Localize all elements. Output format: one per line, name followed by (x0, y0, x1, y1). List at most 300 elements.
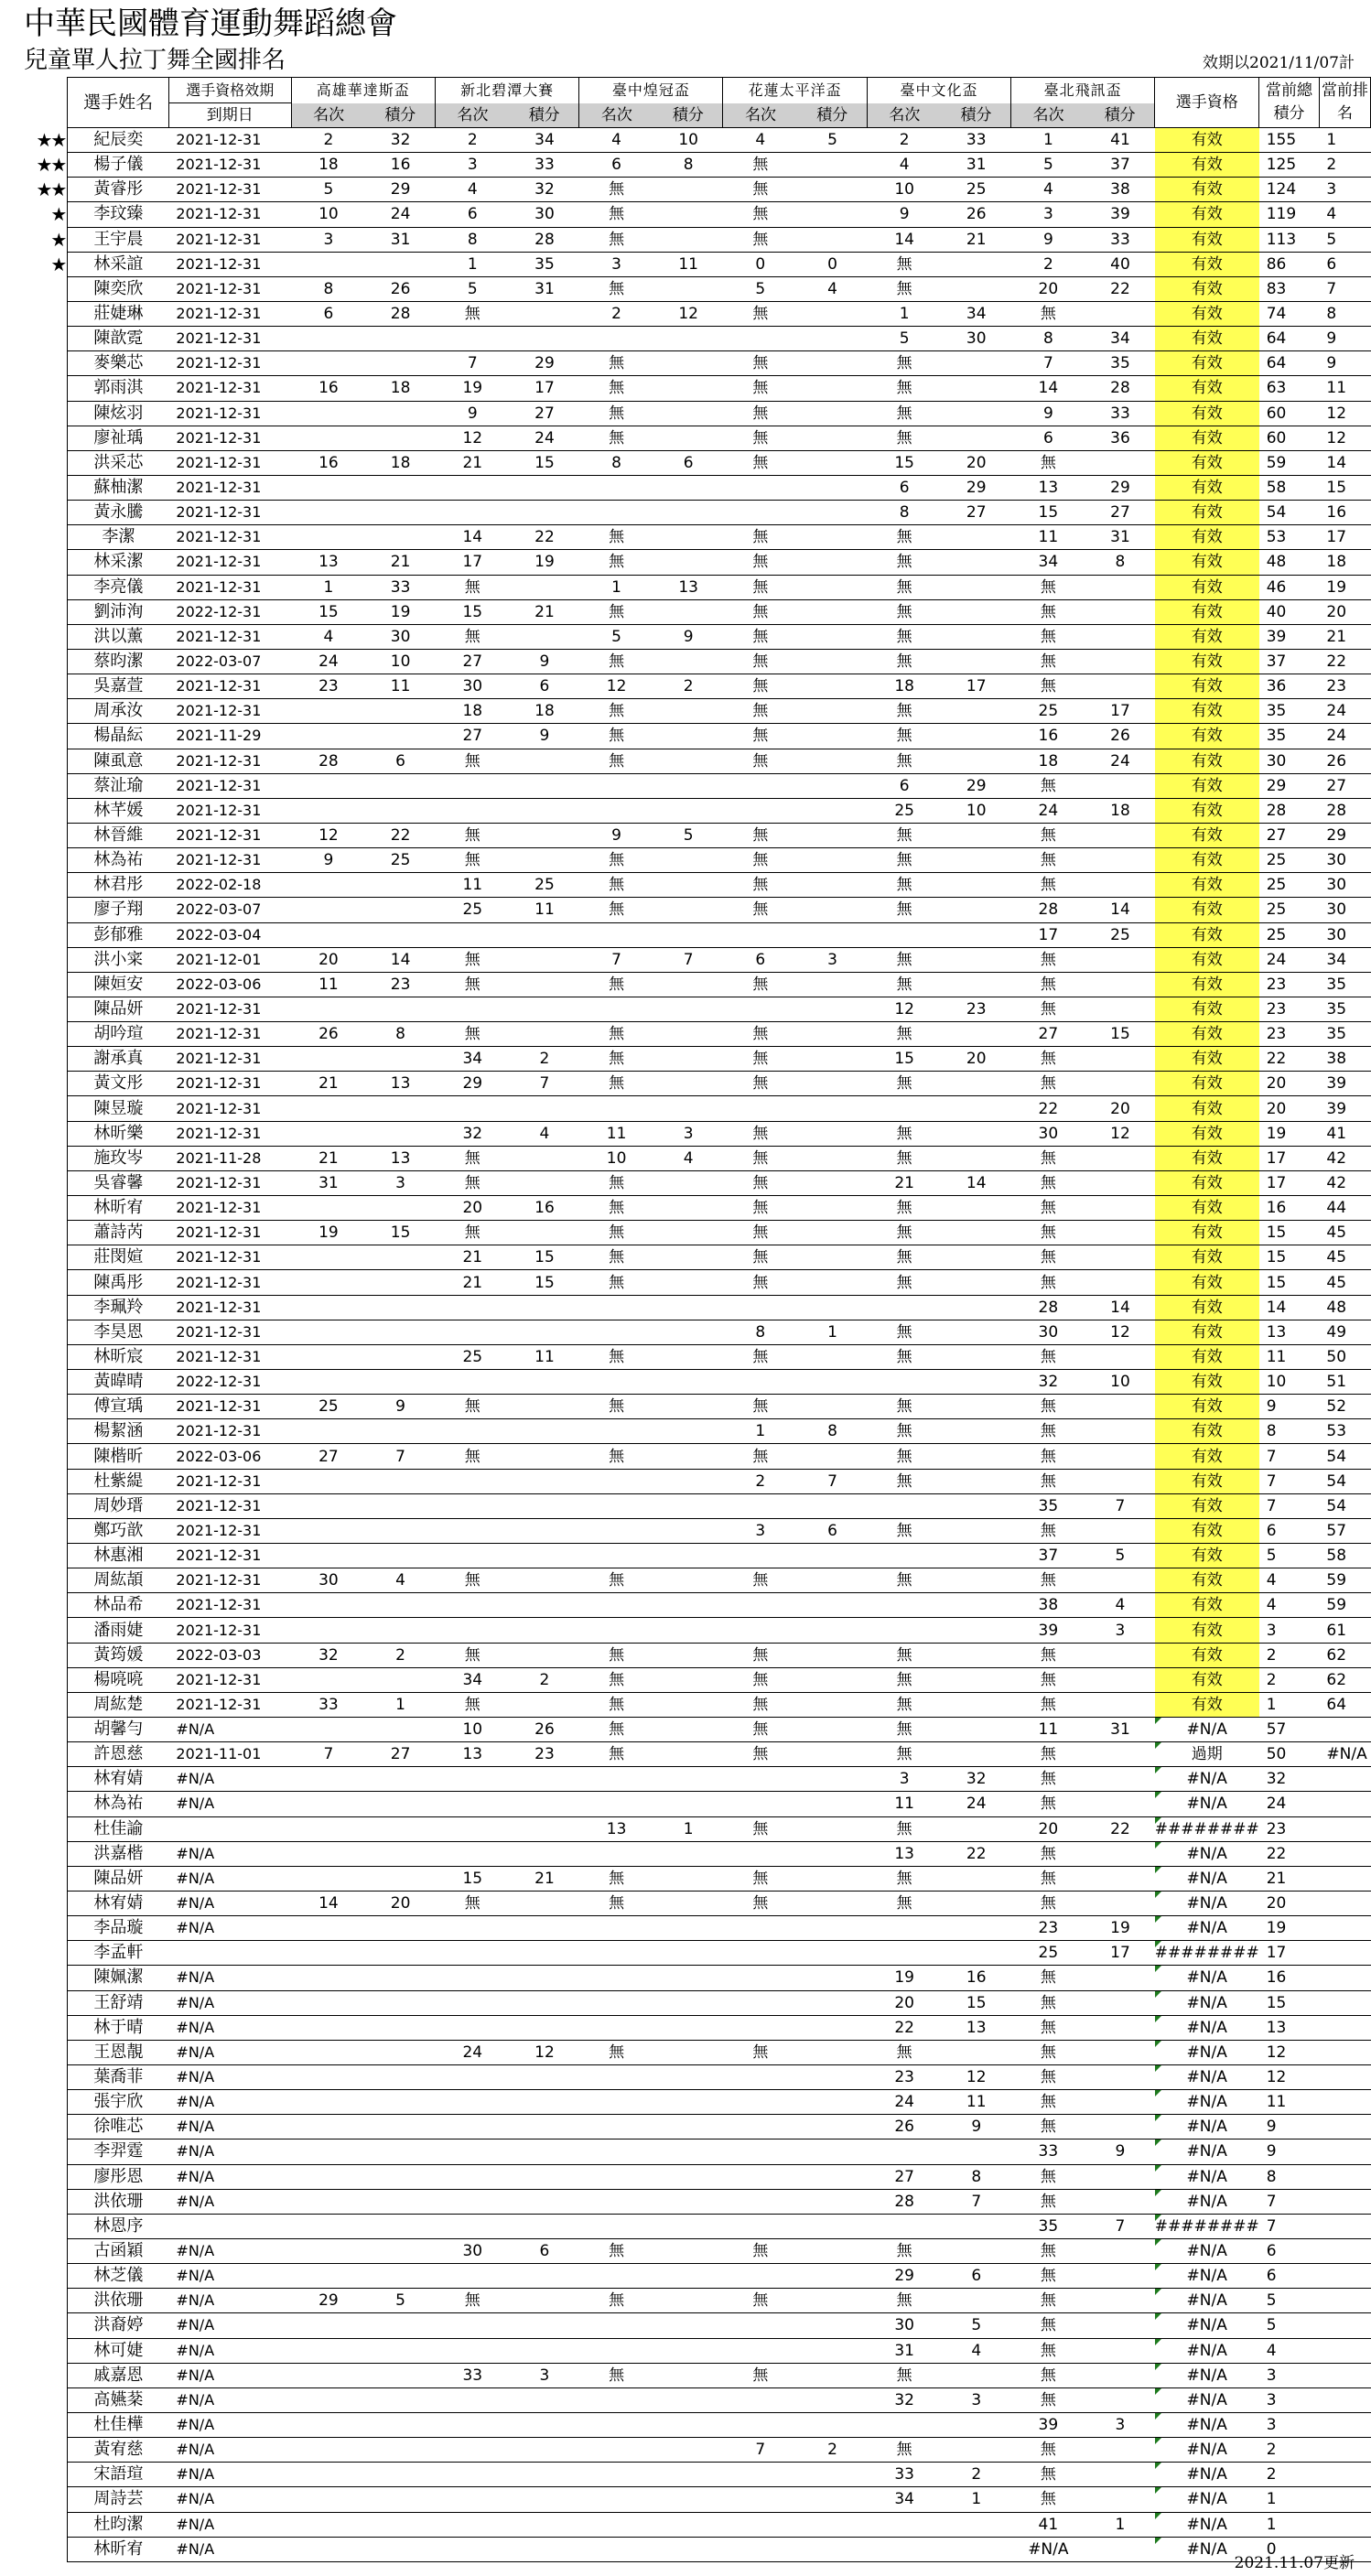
event5-points (942, 1444, 1011, 1469)
eligibility-status: 有效 (1155, 376, 1259, 401)
total-points: 46 (1259, 575, 1320, 599)
star-rating (20, 2090, 68, 2115)
player-name: 李玟臻 (68, 202, 169, 227)
event2-rank (435, 1469, 510, 1493)
event3-points (653, 1916, 723, 1941)
table-row (20, 624, 1371, 649)
current-rank (1319, 2512, 1370, 2537)
event1-rank (291, 2189, 366, 2214)
event1-rank: 9 (291, 848, 366, 873)
event1-rank (291, 2537, 366, 2561)
star-rating (20, 1593, 68, 1618)
event2-rank (435, 1518, 510, 1543)
event1-points (366, 1493, 436, 1518)
event5-points (942, 848, 1011, 873)
event1-points (366, 1916, 436, 1941)
event6-rank: 39 (1011, 2412, 1086, 2437)
event5-rank (867, 1370, 942, 1395)
event6-points: 7 (1085, 1493, 1155, 1518)
event5-rank: 29 (867, 2264, 942, 2289)
star-rating (20, 1816, 68, 1841)
event1-points (366, 2115, 436, 2139)
event1-rank (291, 2238, 366, 2263)
event1-rank: 3 (291, 227, 366, 252)
event6-rank: 無 (1011, 1221, 1086, 1245)
player-name: 傅宣瑀 (68, 1395, 169, 1419)
star-rating (20, 873, 68, 898)
event4-points (798, 2512, 868, 2537)
event3-points (653, 1767, 723, 1792)
event4-rank: 0 (723, 252, 798, 276)
event5-rank: 9 (867, 202, 942, 227)
event5-rank: 無 (867, 2363, 942, 2387)
event3-points (653, 426, 723, 450)
event6-points: 22 (1085, 1816, 1155, 1841)
event1-points: 23 (366, 972, 436, 997)
table-row (20, 2487, 1371, 2512)
event6-rank: 無 (1011, 1792, 1086, 1816)
event3-points (653, 1643, 723, 1667)
event3-points (653, 1493, 723, 1518)
event1-rank (291, 798, 366, 823)
total-points: 57 (1259, 1718, 1320, 1742)
total-points: 25 (1259, 922, 1320, 947)
expiry-date: 2021-12-31 (168, 1618, 291, 1643)
star-rating: ★★ (36, 178, 66, 201)
current-rank: 7 (1319, 276, 1370, 301)
expiry-date: #N/A (168, 2387, 291, 2412)
event4-points: 7 (798, 1469, 868, 1493)
event3-rank: 無 (579, 178, 654, 202)
table-row (20, 153, 1371, 178)
eligibility-status: 有效 (1155, 1344, 1259, 1369)
eligibility-status: 有效 (1155, 450, 1259, 475)
table-row (20, 2115, 1371, 2139)
table-row (20, 1916, 1371, 1941)
event1-rank (291, 1667, 366, 1692)
event3-rank (579, 2412, 654, 2437)
event1-rank (291, 2040, 366, 2064)
event4-points (798, 1395, 868, 1419)
eligibility-status: #N/A (1155, 1841, 1259, 1866)
star-rating (20, 1245, 68, 1270)
event2-rank: 4 (435, 178, 510, 202)
event1-points (366, 2064, 436, 2089)
event6-points: 29 (1085, 475, 1155, 500)
current-rank: 3 (1319, 178, 1370, 202)
event1-rank: 19 (291, 1221, 366, 1245)
current-rank (1319, 1718, 1370, 1742)
event6-points (1085, 1047, 1155, 1072)
event-rank-subheader: 名次 (867, 103, 942, 128)
event2-points (510, 1841, 579, 1866)
event6-points (1085, 972, 1155, 997)
event4-rank (723, 1841, 798, 1866)
player-name: 杜昀潔 (68, 2512, 169, 2537)
star-rating (20, 2338, 68, 2363)
total-points: 2 (1259, 1643, 1320, 1667)
current-rank: 17 (1319, 525, 1370, 550)
event3-points: 8 (653, 153, 723, 178)
eligibility-status: ######## (1155, 2214, 1259, 2238)
event1-rank (291, 1816, 366, 1841)
event3-rank: 無 (579, 848, 654, 873)
event4-points (798, 525, 868, 550)
event2-points (510, 2338, 579, 2363)
event6-points: 40 (1085, 252, 1155, 276)
event3-points (653, 1866, 723, 1891)
star-rating: ★★ (36, 154, 66, 177)
eligibility-status: 有效 (1155, 550, 1259, 575)
eligibility-status: 有效 (1155, 1469, 1259, 1493)
event3-rank: 13 (579, 1816, 654, 1841)
event1-rank (291, 2412, 366, 2437)
event6-rank: 6 (1011, 426, 1086, 450)
event6-rank: 無 (1011, 301, 1086, 326)
event1-points (366, 426, 436, 450)
event6-rank: 22 (1011, 1096, 1086, 1121)
expiry-date: 2021-12-31 (168, 1096, 291, 1121)
star-rating (20, 2064, 68, 2089)
expiry-date: #N/A (168, 2164, 291, 2189)
event4-rank: 無 (723, 972, 798, 997)
table-row (20, 2313, 1371, 2338)
event4-rank: 無 (723, 426, 798, 450)
event5-points: 21 (942, 227, 1011, 252)
current-rank: 30 (1319, 873, 1370, 898)
event6-rank: #N/A (1011, 2537, 1086, 2561)
event4-points (798, 1990, 868, 2015)
expiry-date: #N/A (168, 1841, 291, 1866)
event6-rank: 無 (1011, 2164, 1086, 2189)
event3-points (653, 1245, 723, 1270)
event5-points (942, 575, 1011, 599)
expiry-date: #N/A (168, 2115, 291, 2139)
player-name: 古函穎 (68, 2238, 169, 2263)
event1-points: 15 (366, 1221, 436, 1245)
event6-points: 18 (1085, 798, 1155, 823)
current-rank: 42 (1319, 1170, 1370, 1195)
event3-points (653, 2313, 723, 2338)
star-rating (20, 301, 68, 326)
event2-points: 4 (510, 1121, 579, 1146)
table-row (20, 848, 1371, 873)
event4-rank: 無 (723, 1816, 798, 1841)
event6-rank: 無 (1011, 1469, 1086, 1493)
eligibility-status: 有效 (1155, 351, 1259, 376)
star-rating (20, 997, 68, 1021)
event5-points (942, 624, 1011, 649)
event1-points (366, 1047, 436, 1072)
star-rating (20, 848, 68, 873)
event6-points: 3 (1085, 2412, 1155, 2437)
current-rank (1319, 2015, 1370, 2040)
event3-rank: 無 (579, 2238, 654, 2263)
event2-rank: 8 (435, 227, 510, 252)
table-row (20, 2164, 1371, 2189)
event2-points (510, 2463, 579, 2487)
total-points: 64 (1259, 327, 1320, 351)
event4-points: 1 (798, 1320, 868, 1344)
event3-points (653, 599, 723, 624)
event5-points: 33 (942, 128, 1011, 153)
table-row (20, 1469, 1371, 1493)
event4-points (798, 1718, 868, 1742)
event4-rank (723, 2412, 798, 2437)
event2-rank: 6 (435, 202, 510, 227)
star-rating (20, 1270, 68, 1295)
event4-rank: 無 (723, 699, 798, 724)
event6-points (1085, 947, 1155, 972)
event6-points: 41 (1085, 128, 1155, 153)
event6-points: 4 (1085, 1593, 1155, 1618)
event2-points: 7 (510, 1072, 579, 1096)
total-points: 15 (1259, 1270, 1320, 1295)
table-row (20, 252, 1371, 276)
eligibility-status: 有效 (1155, 1643, 1259, 1667)
event2-rank: 5 (435, 276, 510, 301)
event4-rank (723, 1792, 798, 1816)
event2-rank (435, 2090, 510, 2115)
expiry-date: 2022-03-03 (168, 1643, 291, 1667)
event1-points: 25 (366, 848, 436, 873)
event4-points (798, 575, 868, 599)
current-rank (1319, 2164, 1370, 2189)
event4-points (798, 1295, 868, 1320)
current-rank: 24 (1319, 699, 1370, 724)
event5-rank: 12 (867, 997, 942, 1021)
eligibility-status: #N/A (1155, 2064, 1259, 2089)
event3-points (653, 1395, 723, 1419)
event5-points (942, 525, 1011, 550)
event1-rank: 25 (291, 1395, 366, 1419)
event4-points (798, 674, 868, 699)
event5-rank: 6 (867, 773, 942, 798)
event1-points (366, 1593, 436, 1618)
event1-rank (291, 1618, 366, 1643)
event6-points (1085, 848, 1155, 873)
eligibility-status: 有效 (1155, 575, 1259, 599)
player-name: 林為祐 (68, 848, 169, 873)
event1-points: 3 (366, 1170, 436, 1195)
event3-points (653, 2189, 723, 2214)
expiry-date: 2021-12-31 (168, 1395, 291, 1419)
event3-points (653, 2090, 723, 2115)
event2-rank: 17 (435, 550, 510, 575)
event4-points: 2 (798, 2438, 868, 2463)
event3-points (653, 1072, 723, 1096)
star-rating (20, 898, 68, 922)
event1-rank (291, 1196, 366, 1221)
event3-points: 11 (653, 252, 723, 276)
expiry-date: #N/A (168, 2438, 291, 2463)
total-points: 15 (1259, 1221, 1320, 1245)
event1-rank: 23 (291, 674, 366, 699)
event3-rank (579, 922, 654, 947)
event5-rank: 5 (867, 327, 942, 351)
expiry-subheader: 到期日 (168, 103, 291, 128)
total-points: 2 (1259, 2438, 1320, 2463)
expiry-date: 2021-12-31 (168, 823, 291, 847)
status-header: 選手資格 (1155, 78, 1259, 128)
event2-points (510, 922, 579, 947)
expiry-date: #N/A (168, 2537, 291, 2561)
player-name: 徐唯芯 (68, 2115, 169, 2139)
event2-points (510, 749, 579, 773)
event5-rank: 無 (867, 276, 942, 301)
event4-rank (723, 1990, 798, 2015)
event4-points (798, 1096, 868, 1121)
event1-points (366, 2387, 436, 2412)
event6-points: 3 (1085, 1618, 1155, 1643)
event1-points: 16 (366, 153, 436, 178)
event1-points: 33 (366, 575, 436, 599)
event4-rank: 無 (723, 823, 798, 847)
table-row (20, 276, 1371, 301)
table-row (20, 1667, 1371, 1692)
event3-rank: 無 (579, 1395, 654, 1419)
event5-rank: 無 (867, 649, 942, 674)
event1-points (366, 773, 436, 798)
player-name: 許恩慈 (68, 1742, 169, 1767)
event4-rank: 無 (723, 301, 798, 326)
event1-rank: 21 (291, 1072, 366, 1096)
event2-rank (435, 1841, 510, 1866)
event6-rank: 13 (1011, 475, 1086, 500)
event3-points (653, 898, 723, 922)
event3-points (653, 2064, 723, 2089)
player-name: 葉喬菲 (68, 2064, 169, 2089)
total-points: 2 (1259, 2463, 1320, 2487)
expiry-date: 2021-12-31 (168, 475, 291, 500)
expiry-date: #N/A (168, 2313, 291, 2338)
star-rating (20, 1742, 68, 1767)
event1-rank (291, 2438, 366, 2463)
event2-points: 34 (510, 128, 579, 153)
star-rating (20, 2214, 68, 2238)
event4-rank: 無 (723, 1047, 798, 1072)
event1-rank (291, 475, 366, 500)
table-row (20, 2064, 1371, 2089)
event6-rank: 無 (1011, 2463, 1086, 2487)
star-rating (20, 1196, 68, 1221)
event-points-subheader: 積分 (798, 103, 868, 128)
event3-points (653, 972, 723, 997)
event1-rank (291, 327, 366, 351)
event1-rank: 18 (291, 153, 366, 178)
event3-points (653, 1718, 723, 1742)
event2-points (510, 624, 579, 649)
event3-rank: 無 (579, 202, 654, 227)
event6-points (1085, 2463, 1155, 2487)
event6-rank: 無 (1011, 2363, 1086, 2387)
player-name: 廖子翔 (68, 898, 169, 922)
current-rank (1319, 1816, 1370, 1841)
event4-rank: 無 (723, 1245, 798, 1270)
event5-rank: 無 (867, 401, 942, 426)
eligibility-status: 有效 (1155, 972, 1259, 997)
event2-rank (435, 2438, 510, 2463)
table-row (20, 1593, 1371, 1618)
event5-points: 17 (942, 674, 1011, 699)
event6-rank: 18 (1011, 749, 1086, 773)
event5-rank: 28 (867, 2189, 942, 2214)
star-rating (20, 773, 68, 798)
event6-rank: 無 (1011, 1643, 1086, 1667)
current-rank (1319, 2487, 1370, 2512)
event2-rank: 3 (435, 153, 510, 178)
event1-rank (291, 773, 366, 798)
event2-points (510, 475, 579, 500)
event2-points: 15 (510, 450, 579, 475)
expiry-date: 2021-12-31 (168, 178, 291, 202)
player-name: 林采潔 (68, 550, 169, 575)
event2-rank: 無 (435, 2289, 510, 2313)
total-points: 16 (1259, 1966, 1320, 1990)
event4-rank (723, 2463, 798, 2487)
player-name: 李珮羚 (68, 1295, 169, 1320)
current-rank: 12 (1319, 426, 1370, 450)
event3-rank: 無 (579, 426, 654, 450)
current-rank (1319, 2463, 1370, 2487)
star-rating (20, 1022, 68, 1047)
event4-points (798, 1891, 868, 1915)
expiry-date: 2021-11-29 (168, 724, 291, 749)
event3-points: 6 (653, 450, 723, 475)
table-row (20, 450, 1371, 475)
ranking-table (20, 77, 1371, 2562)
event3-rank: 無 (579, 1742, 654, 1767)
event2-rank (435, 1295, 510, 1320)
current-rank: 27 (1319, 773, 1370, 798)
event2-points (510, 2438, 579, 2463)
event2-points (510, 327, 579, 351)
eligibility-status: 有效 (1155, 401, 1259, 426)
eligibility-status: #N/A (1155, 2289, 1259, 2313)
event1-points: 13 (366, 1146, 436, 1170)
event5-points (942, 1718, 1011, 1742)
eligibility-status: #N/A (1155, 2363, 1259, 2387)
event6-points: 27 (1085, 501, 1155, 525)
table-row (20, 327, 1371, 351)
event6-rank: 37 (1011, 1544, 1086, 1568)
event-rank-subheader: 名次 (435, 103, 510, 128)
star-rating (20, 525, 68, 550)
event2-points (510, 1891, 579, 1915)
event5-points: 27 (942, 501, 1011, 525)
event2-points (510, 2264, 579, 2289)
event5-points (942, 2040, 1011, 2064)
event1-rank (291, 1767, 366, 1792)
event6-rank: 38 (1011, 1593, 1086, 1618)
current-rank: 53 (1319, 1419, 1370, 1444)
event6-points (1085, 1196, 1155, 1221)
current-rank (1319, 1916, 1370, 1941)
event5-rank: 無 (867, 1518, 942, 1543)
star-rating (20, 501, 68, 525)
expiry-date: 2021-12-01 (168, 947, 291, 972)
eligibility-status: #N/A (1155, 2015, 1259, 2040)
star-rating (20, 1990, 68, 2015)
star-rating (20, 550, 68, 575)
player-name: 林君彤 (68, 873, 169, 898)
expiry-date (168, 1941, 291, 1966)
event3-rank: 無 (579, 351, 654, 376)
event3-points (653, 2238, 723, 2263)
event2-points: 11 (510, 1344, 579, 1369)
event2-rank: 9 (435, 401, 510, 426)
event4-points (798, 2214, 868, 2238)
